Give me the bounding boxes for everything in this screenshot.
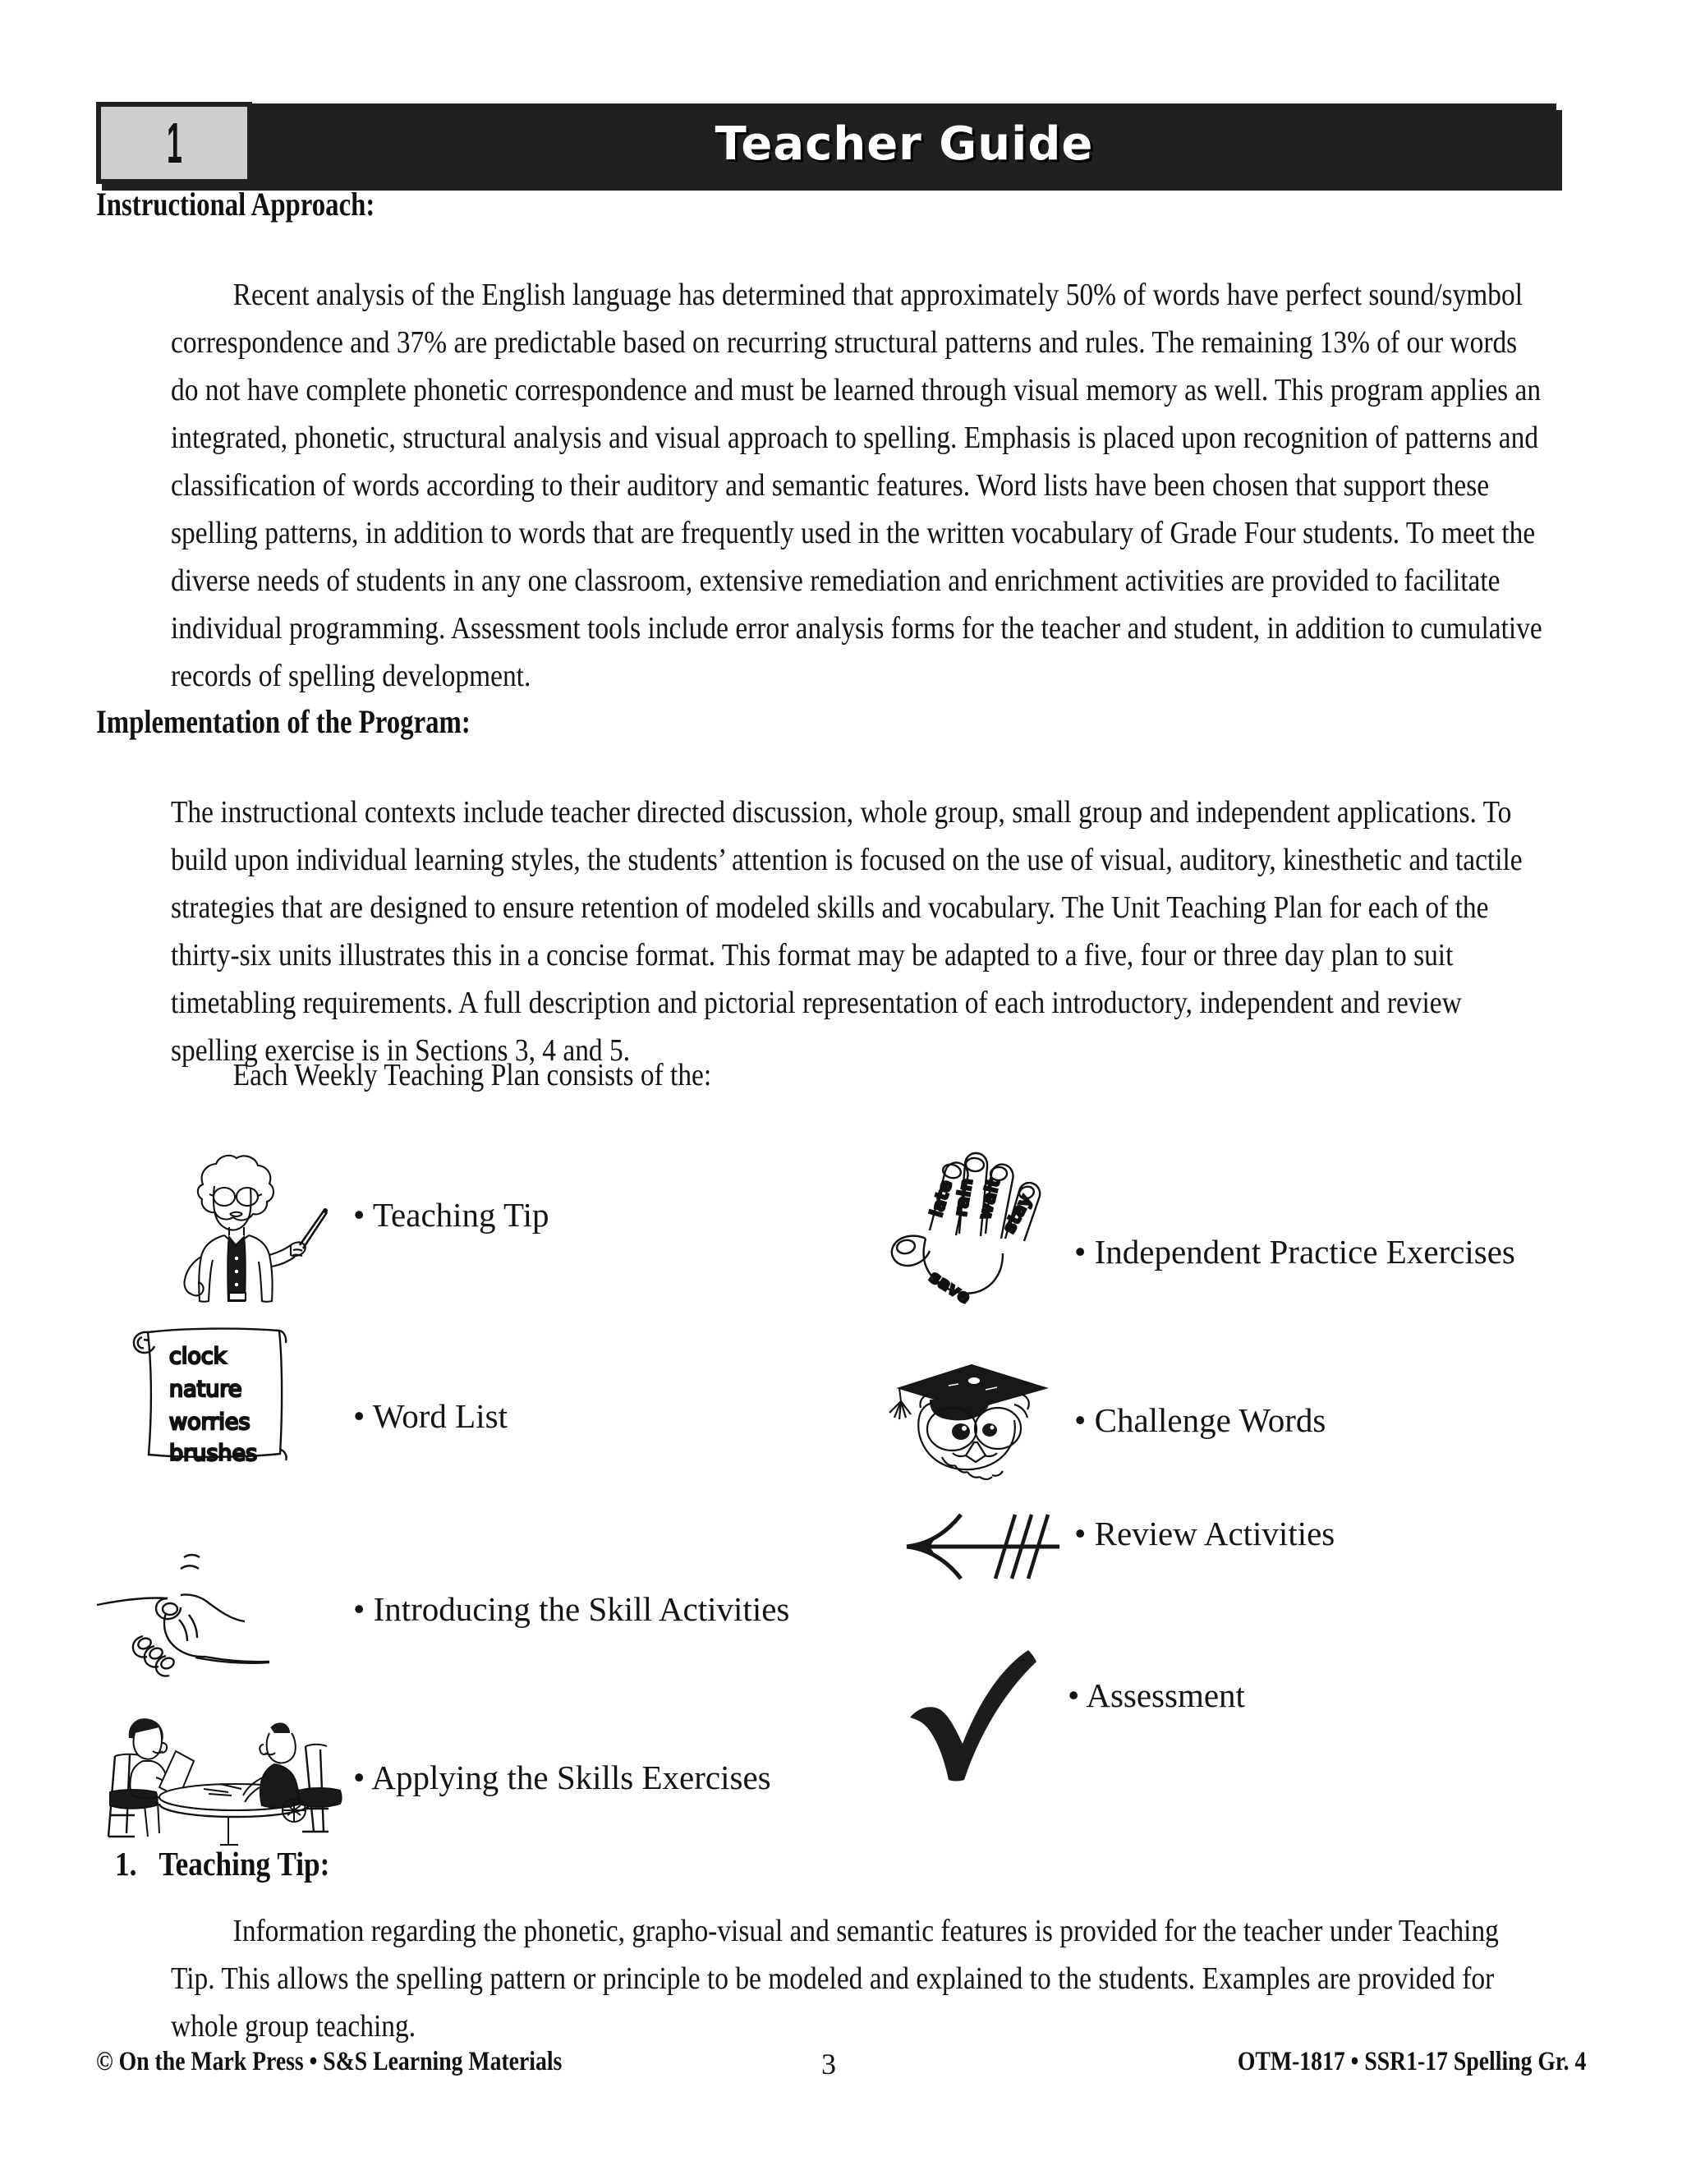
- teacher-pointer-icon: [152, 1148, 329, 1304]
- footer-page-number: 3: [821, 2048, 836, 2081]
- svg-text:save: save: [926, 1267, 975, 1308]
- paragraph-text: Information regarding the phonetic, grapho-visual and semantic features is provided for the teacher under Teaching Tip. This allows the spelling pattern or principle to be modeled and explained to the students. Examples are provided for whole group teaching.: [171, 1914, 1499, 2044]
- page-title: Teacher Guide: [715, 117, 1094, 171]
- lead-in-text: [171, 1051, 1327, 1099]
- arrow-left-icon: [895, 1510, 1076, 1584]
- numbered-heading-label: Teaching Tip:: [159, 1845, 330, 1883]
- plan-item-label-review-activities: • Review Activities: [1074, 1515, 1335, 1552]
- plan-item-label-word-list: • Word List: [353, 1397, 508, 1435]
- graduate-owl-icon: [866, 1347, 1059, 1478]
- plan-item-label-independent-practice: • Independent Practice Exercises: [1074, 1233, 1515, 1271]
- heading-implementation: Implementation of the Program:: [96, 703, 471, 740]
- plan-item-label-introducing-skill: • Introducing the Skill Activities: [353, 1590, 790, 1628]
- paragraph-instructional-approach: [171, 271, 1544, 700]
- scroll-word-list-icon: [123, 1314, 300, 1470]
- scroll-word-3: brushes: [169, 1441, 258, 1466]
- paragraph-teaching-tip: [171, 1907, 1544, 2050]
- plan-item-label-teaching-tip: • Teaching Tip: [353, 1196, 549, 1234]
- scroll-word-0: clock: [169, 1344, 227, 1369]
- svg-text:late: late: [926, 1177, 957, 1220]
- svg-text:stay: stay: [999, 1191, 1036, 1237]
- page-footer: [0, 2047, 1682, 2088]
- scroll-word-2: worries: [169, 1409, 250, 1435]
- paragraph-implementation: The instructional contexts include teacher directed discussion, whole group, small group and independent applications. To build upon individual learning styles, the students’ attention is focused on the use of visual, auditory, kinesthetic and tactile strategies that are designed to ensure retention of modeled skills and vocabulary. The Unit Teaching Plan for each of the thirty-six units illustrates this in a concise format. This format may be adapted to a five, four or three day plan to suit timetabling requirements. A full description and pictorial representation of each introductory, independent and review spelling exercise is in Sections 3, 4 and 5.: [171, 795, 1523, 1068]
- paragraph-text: Recent analysis of the English language has determined that approximately 50% of words have perfect sound/symbol correspondence and 37% are predictable based on recurring structural patterns and rules. The remaining 13% of our words do not have complete phonetic correspondence and must be learned through visual memory as well. This program applies an integrated, phonetic, structural analysis and visual approach to spelling. Emphasis is placed upon recognition of patterns and classification of words according to their auditory and semantic features. Word lists have been chosen that support these spelling patterns, in addition to words that are frequently used in the written vocabulary of Grade Four students. To meet the diverse needs of students in any one classroom, extensive remediation and enrichment activities are provided to facilitate individual programming. Assessment tools include error analysis forms for the teacher and student, in addition to cumulative records of spelling development.: [171, 278, 1542, 693]
- numbered-heading-teaching-tip: [115, 1844, 329, 1883]
- heading-instructional-approach: Instructional Approach:: [96, 186, 375, 223]
- numbered-heading-number: 1.: [115, 1845, 137, 1883]
- handshake-icon: [97, 1544, 343, 1676]
- footer-publisher: © On the Mark Press • S&S Learning Materials: [96, 2047, 563, 2076]
- hand-five-fingers-icon: [866, 1142, 1055, 1306]
- students-at-table-icon: [97, 1692, 343, 1848]
- unit-number-label: 1: [166, 111, 182, 175]
- checkmark-icon: [903, 1647, 1084, 1786]
- lead-in-label: Each Weekly Teaching Plan consists of the:: [232, 1058, 712, 1092]
- plan-item-label-applying-skills: • Applying the Skills Exercises: [353, 1759, 771, 1796]
- scroll-word-1: nature: [169, 1377, 242, 1402]
- svg-text:wait: wait: [974, 1176, 1004, 1222]
- unit-number-box: [96, 102, 252, 184]
- svg-text:rain: rain: [950, 1176, 977, 1218]
- plan-item-label-assessment: • Assessment: [1068, 1676, 1245, 1714]
- plan-item-label-challenge-words: • Challenge Words: [1074, 1401, 1326, 1439]
- footer-product-code: OTM-1817 • SSR1-17 Spelling Gr. 4: [1237, 2047, 1586, 2076]
